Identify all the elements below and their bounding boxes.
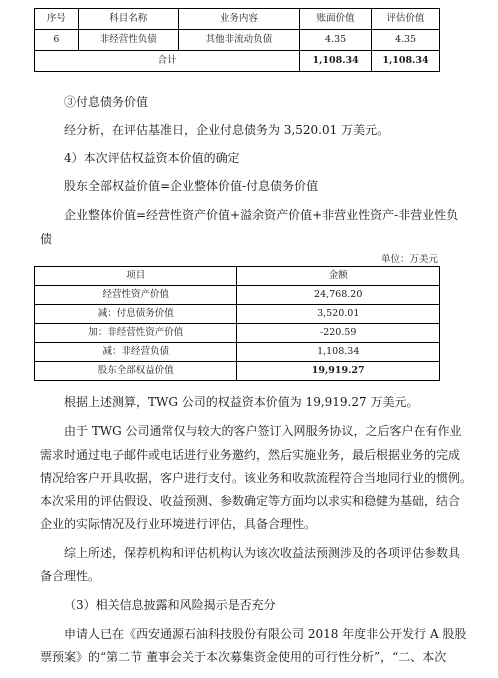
total-eval-value: 1,108.34: [372, 51, 440, 72]
header-cell: 项目: [35, 267, 237, 286]
table-row: [35, 305, 440, 324]
paragraph-line: 由于 TWG 公司通常仅与较大的客户签订入网服务协议，之后客户在有作业: [64, 424, 462, 438]
paragraph-line: 备合理性。: [40, 569, 101, 583]
amount-cell: 3,520.01: [237, 305, 440, 324]
amount-cell: 1,108.34: [237, 343, 440, 362]
table-row: [35, 324, 440, 343]
paragraph-line: 企业的实际情况及行业环境进行评估，具备合理性。: [40, 517, 317, 531]
amount-cell: 24,768.20: [237, 286, 440, 305]
table-total-row: [35, 51, 440, 72]
item-cell: 减：付息债务价值: [35, 305, 237, 324]
equity-valuation-table: [34, 266, 440, 381]
debt-heading: ③付息债务价值: [64, 95, 149, 109]
result-text: 根据上述测算，TWG 公司的权益资本价值为 19,919.27 万美元。: [64, 395, 419, 409]
header-cell: 账面价值: [300, 9, 372, 30]
unit-label: 单位：万美元: [380, 254, 438, 265]
enterprise-formula: 企业整体价值=经营性资产价值+溢余资产价值+非营业性资产-非营业性负: [64, 208, 459, 222]
equity-heading: 4）本次评估权益资本价值的确定: [64, 151, 240, 165]
paragraph-line: 票预案》的“第二节 董事会关于本次募集资金使用的可行性分析”，“二、本次: [40, 650, 447, 664]
total-label: 合计: [35, 51, 300, 72]
table-cell: 非经营性负债: [78, 30, 178, 51]
equity-formula: 股东全部权益价值=企业整体价值-付息债务价值: [64, 179, 319, 193]
header-cell: 业务内容: [178, 9, 300, 30]
enterprise-formula-cont: 债: [40, 232, 53, 246]
item-cell: 股东全部权益价值: [35, 362, 237, 381]
amount-cell: 19,919.27: [237, 362, 440, 381]
paragraph-line: 情况给客户开具收据，客户进行支付。该业务和收款流程符合当地同行业的惯例。: [40, 471, 473, 485]
debt-text: 经分析，在评估基准日，企业付息债务为 3,520.01 万美元。: [64, 123, 390, 137]
paragraph-line: 本次采用的评估假设、收益预测、参数确定等方面均以求实和稳健为基础，结合: [40, 494, 461, 508]
header-cell: 科目名称: [78, 9, 178, 30]
paragraph-line: 申请人已在《西安通源石油科技股份有限公司 2018 年度非公开发行 A 股股: [64, 627, 467, 641]
item-cell: 经营性资产价值: [35, 286, 237, 305]
total-book-value: 1,108.34: [300, 51, 372, 72]
table-cell: 4.35: [372, 30, 440, 51]
item-cell: 加：非经营性资产价值: [35, 324, 237, 343]
section-heading: （3）相关信息披露和风险揭示是否充分: [64, 598, 276, 612]
item-cell: 减：非经营负债: [35, 343, 237, 362]
table-row: [35, 343, 440, 362]
header-cell: 评估价值: [372, 9, 440, 30]
table-row: [35, 362, 440, 381]
table-cell: 6: [35, 30, 79, 51]
table-header-row: [35, 267, 440, 286]
table-header-row: [35, 9, 440, 30]
liabilities-table: [34, 8, 440, 72]
header-cell: 序号: [35, 9, 79, 30]
paragraph-line: 需求时通过电子邮件或电话进行业务邀约，然后实施业务，最后根据业务的完成: [40, 448, 461, 462]
table-row: [35, 30, 440, 51]
amount-cell: -220.59: [237, 324, 440, 343]
table-row: [35, 286, 440, 305]
table-cell: 4.35: [300, 30, 372, 51]
table-cell: 其他非流动负债: [178, 30, 300, 51]
paragraph-line: 综上所述，保荐机构和评估机构认为该次收益法预测涉及的各项评估参数具: [64, 546, 461, 560]
header-cell: 金额: [237, 267, 440, 286]
